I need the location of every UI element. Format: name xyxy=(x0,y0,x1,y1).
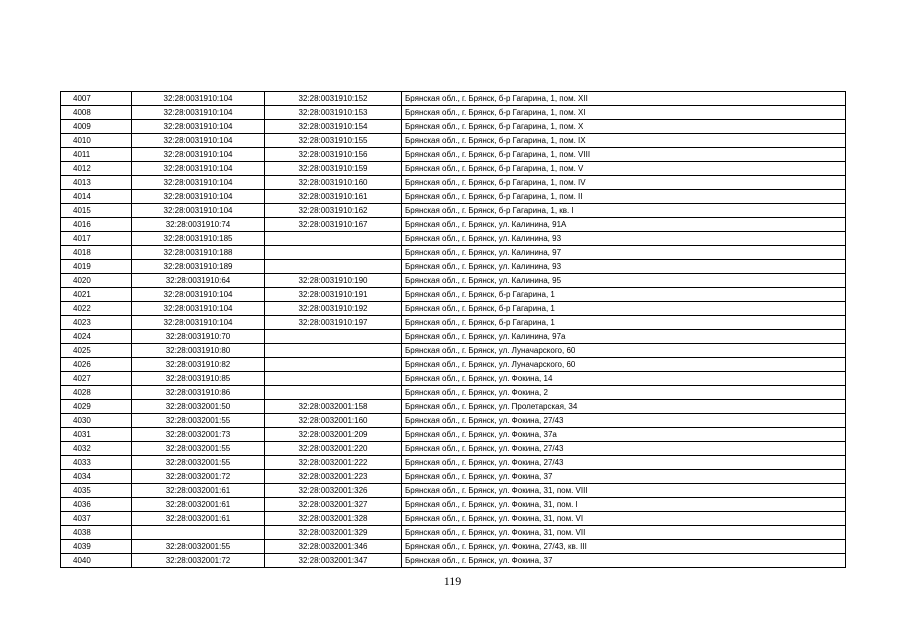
table-row xyxy=(61,540,846,554)
row-number-cell: 4023 xyxy=(61,316,132,330)
table-row xyxy=(61,218,846,232)
row-number-cell: 4016 xyxy=(61,218,132,232)
row-number-cell: 4029 xyxy=(61,400,132,414)
address-cell: Брянская обл., г. Брянск, б-р Гагарина, 1, пом. XI xyxy=(402,106,846,120)
cadastral-number-cell: 32:28:0032001:55 xyxy=(132,414,265,428)
premises-cadastral-number-cell: 32:28:0032001:222 xyxy=(265,456,402,470)
table-row xyxy=(61,162,846,176)
row-number-cell: 4030 xyxy=(61,414,132,428)
table-row xyxy=(61,442,846,456)
table-row xyxy=(61,498,846,512)
address-cell: Брянская обл., г. Брянск, б-р Гагарина, 1, пом. V xyxy=(402,162,846,176)
table-row xyxy=(61,134,846,148)
address-cell: Брянская обл., г. Брянск, б-р Гагарина, 1, пом. XII xyxy=(402,92,846,106)
row-number-cell: 4018 xyxy=(61,246,132,260)
table-row xyxy=(61,148,846,162)
table-row xyxy=(61,260,846,274)
row-number-cell: 4015 xyxy=(61,204,132,218)
cadastral-number-cell: 32:28:0031910:82 xyxy=(132,358,265,372)
premises-cadastral-number-cell xyxy=(265,260,402,274)
address-cell: Брянская обл., г. Брянск, ул. Калинина, 93 xyxy=(402,232,846,246)
cadastral-number-cell: 32:28:0031910:104 xyxy=(132,106,265,120)
address-cell: Брянская обл., г. Брянск, б-р Гагарина, 1 xyxy=(402,288,846,302)
row-number-cell: 4037 xyxy=(61,512,132,526)
address-cell: Брянская обл., г. Брянск, ул. Фокина, 2 xyxy=(402,386,846,400)
address-cell: Брянская обл., г. Брянск, ул. Фокина, 14 xyxy=(402,372,846,386)
table-row xyxy=(61,414,846,428)
cadastral-number-cell: 32:28:0032001:50 xyxy=(132,400,265,414)
row-number-cell: 4012 xyxy=(61,162,132,176)
cadastral-number-cell: 32:28:0031910:86 xyxy=(132,386,265,400)
table-row xyxy=(61,456,846,470)
cadastral-number-cell: 32:28:0032001:55 xyxy=(132,456,265,470)
address-cell: Брянская обл., г. Брянск, ул. Луначарского, 60 xyxy=(402,344,846,358)
address-cell: Брянская обл., г. Брянск, ул. Калинина, 97 xyxy=(402,246,846,260)
cadastral-number-cell: 32:28:0031910:64 xyxy=(132,274,265,288)
cadastral-number-cell: 32:28:0032001:55 xyxy=(132,442,265,456)
premises-cadastral-number-cell: 32:28:0031910:155 xyxy=(265,134,402,148)
premises-cadastral-number-cell: 32:28:0031910:190 xyxy=(265,274,402,288)
table-row xyxy=(61,554,846,568)
row-number-cell: 4028 xyxy=(61,386,132,400)
address-cell: Брянская обл., г. Брянск, ул. Фокина, 31, пом. I xyxy=(402,498,846,512)
table-row xyxy=(61,400,846,414)
cadastral-number-cell: 32:28:0031910:74 xyxy=(132,218,265,232)
row-number-cell: 4024 xyxy=(61,330,132,344)
address-cell: Брянская обл., г. Брянск, ул. Фокина, 27/43 xyxy=(402,442,846,456)
row-number-cell: 4040 xyxy=(61,554,132,568)
row-number-cell: 4027 xyxy=(61,372,132,386)
row-number-cell: 4033 xyxy=(61,456,132,470)
table-row xyxy=(61,190,846,204)
premises-cadastral-number-cell xyxy=(265,372,402,386)
cadastral-number-cell: 32:28:0031910:104 xyxy=(132,176,265,190)
cadastral-number-cell: 32:28:0031910:104 xyxy=(132,162,265,176)
cadastral-number-cell: 32:28:0032001:55 xyxy=(132,540,265,554)
row-number-cell: 4020 xyxy=(61,274,132,288)
row-number-cell: 4008 xyxy=(61,106,132,120)
table-row xyxy=(61,106,846,120)
cadastral-number-cell: 32:28:0031910:104 xyxy=(132,120,265,134)
cadastral-number-cell: 32:28:0031910:104 xyxy=(132,134,265,148)
row-number-cell: 4026 xyxy=(61,358,132,372)
table-row xyxy=(61,386,846,400)
address-cell: Брянская обл., г. Брянск, б-р Гагарина, 1, пом. IV xyxy=(402,176,846,190)
row-number-cell: 4009 xyxy=(61,120,132,134)
table-row xyxy=(61,512,846,526)
table-row xyxy=(61,176,846,190)
address-cell: Брянская обл., г. Брянск, б-р Гагарина, 1, пом. X xyxy=(402,120,846,134)
table-row xyxy=(61,526,846,540)
address-cell: Брянская обл., г. Брянск, ул. Фокина, 37 xyxy=(402,554,846,568)
cadastral-number-cell: 32:28:0032001:61 xyxy=(132,498,265,512)
address-cell: Брянская обл., г. Брянск, ул. Калинина, 95 xyxy=(402,274,846,288)
cadastral-number-cell: 32:28:0032001:73 xyxy=(132,428,265,442)
address-cell: Брянская обл., г. Брянск, ул. Фокина, 31, пом. VII xyxy=(402,526,846,540)
cadastral-number-cell: 32:28:0031910:104 xyxy=(132,316,265,330)
registry-table-body xyxy=(61,92,846,568)
table-row xyxy=(61,92,846,106)
row-number-cell: 4039 xyxy=(61,540,132,554)
premises-cadastral-number-cell: 32:28:0032001:346 xyxy=(265,540,402,554)
address-cell: Брянская обл., г. Брянск, ул. Фокина, 27/43 xyxy=(402,414,846,428)
premises-cadastral-number-cell xyxy=(265,344,402,358)
cadastral-number-cell: 32:28:0031910:104 xyxy=(132,190,265,204)
address-cell: Брянская обл., г. Брянск, ул. Луначарского, 60 xyxy=(402,358,846,372)
address-cell: Брянская обл., г. Брянск, ул. Фокина, 37а xyxy=(402,428,846,442)
row-number-cell: 4013 xyxy=(61,176,132,190)
table-row xyxy=(61,302,846,316)
premises-cadastral-number-cell: 32:28:0031910:160 xyxy=(265,176,402,190)
row-number-cell: 4010 xyxy=(61,134,132,148)
table-row xyxy=(61,288,846,302)
address-cell: Брянская обл., г. Брянск, ул. Фокина, 27/43, кв. III xyxy=(402,540,846,554)
premises-cadastral-number-cell: 32:28:0031910:159 xyxy=(265,162,402,176)
address-cell: Брянская обл., г. Брянск, ул. Калинина, 97а xyxy=(402,330,846,344)
cadastral-number-cell: 32:28:0031910:80 xyxy=(132,344,265,358)
row-number-cell: 4019 xyxy=(61,260,132,274)
address-cell: Брянская обл., г. Брянск, б-р Гагарина, 1, пом. IX xyxy=(402,134,846,148)
cadastral-number-cell: 32:28:0031910:85 xyxy=(132,372,265,386)
premises-cadastral-number-cell xyxy=(265,330,402,344)
address-cell: Брянская обл., г. Брянск, ул. Фокина, 37 xyxy=(402,470,846,484)
row-number-cell: 4017 xyxy=(61,232,132,246)
table-row xyxy=(61,246,846,260)
premises-cadastral-number-cell xyxy=(265,386,402,400)
table-row xyxy=(61,120,846,134)
premises-cadastral-number-cell: 32:28:0031910:192 xyxy=(265,302,402,316)
row-number-cell: 4036 xyxy=(61,498,132,512)
address-cell: Брянская обл., г. Брянск, б-р Гагарина, 1, пом. VIII xyxy=(402,148,846,162)
table-row xyxy=(61,204,846,218)
cadastral-number-cell: 32:28:0031910:104 xyxy=(132,302,265,316)
table-row xyxy=(61,428,846,442)
premises-cadastral-number-cell: 32:28:0031910:197 xyxy=(265,316,402,330)
cadastral-number-cell: 32:28:0032001:72 xyxy=(132,554,265,568)
cadastral-number-cell: 32:28:0032001:72 xyxy=(132,470,265,484)
premises-cadastral-number-cell: 32:28:0031910:161 xyxy=(265,190,402,204)
table-row xyxy=(61,470,846,484)
address-cell: Брянская обл., г. Брянск, ул. Калинина, 93 xyxy=(402,260,846,274)
cadastral-number-cell: 32:28:0031910:104 xyxy=(132,204,265,218)
premises-cadastral-number-cell: 32:28:0032001:220 xyxy=(265,442,402,456)
premises-cadastral-number-cell: 32:28:0032001:327 xyxy=(265,498,402,512)
cadastral-number-cell: 32:28:0032001:61 xyxy=(132,484,265,498)
row-number-cell: 4011 xyxy=(61,148,132,162)
cadastral-number-cell: 32:28:0031910:104 xyxy=(132,148,265,162)
row-number-cell: 4038 xyxy=(61,526,132,540)
row-number-cell: 4007 xyxy=(61,92,132,106)
row-number-cell: 4021 xyxy=(61,288,132,302)
row-number-cell: 4032 xyxy=(61,442,132,456)
address-cell: Брянская обл., г. Брянск, ул. Пролетарская, 34 xyxy=(402,400,846,414)
cadastral-number-cell: 32:28:0031910:104 xyxy=(132,92,265,106)
cadastral-number-cell xyxy=(132,526,265,540)
table-row xyxy=(61,316,846,330)
cadastral-number-cell: 32:28:0031910:104 xyxy=(132,288,265,302)
table-row xyxy=(61,330,846,344)
premises-cadastral-number-cell: 32:28:0032001:328 xyxy=(265,512,402,526)
registry-table xyxy=(60,91,846,568)
address-cell: Брянская обл., г. Брянск, б-р Гагарина, 1 xyxy=(402,302,846,316)
row-number-cell: 4034 xyxy=(61,470,132,484)
row-number-cell: 4022 xyxy=(61,302,132,316)
row-number-cell: 4025 xyxy=(61,344,132,358)
premises-cadastral-number-cell: 32:28:0031910:191 xyxy=(265,288,402,302)
premises-cadastral-number-cell: 32:28:0031910:162 xyxy=(265,204,402,218)
premises-cadastral-number-cell: 32:28:0031910:167 xyxy=(265,218,402,232)
address-cell: Брянская обл., г. Брянск, б-р Гагарина, 1, пом. II xyxy=(402,190,846,204)
address-cell: Брянская обл., г. Брянск, ул. Калинина, 91А xyxy=(402,218,846,232)
cadastral-number-cell: 32:28:0031910:185 xyxy=(132,232,265,246)
cadastral-number-cell: 32:28:0031910:189 xyxy=(132,260,265,274)
row-number-cell: 4035 xyxy=(61,484,132,498)
table-row xyxy=(61,372,846,386)
table-row xyxy=(61,274,846,288)
premises-cadastral-number-cell xyxy=(265,246,402,260)
premises-cadastral-number-cell xyxy=(265,358,402,372)
premises-cadastral-number-cell: 32:28:0032001:347 xyxy=(265,554,402,568)
premises-cadastral-number-cell: 32:28:0032001:209 xyxy=(265,428,402,442)
address-cell: Брянская обл., г. Брянск, ул. Фокина, 27/43 xyxy=(402,456,846,470)
premises-cadastral-number-cell: 32:28:0031910:152 xyxy=(265,92,402,106)
table-row xyxy=(61,358,846,372)
premises-cadastral-number-cell: 32:28:0031910:154 xyxy=(265,120,402,134)
premises-cadastral-number-cell xyxy=(265,232,402,246)
premises-cadastral-number-cell: 32:28:0032001:158 xyxy=(265,400,402,414)
address-cell: Брянская обл., г. Брянск, б-р Гагарина, 1 xyxy=(402,316,846,330)
premises-cadastral-number-cell: 32:28:0032001:329 xyxy=(265,526,402,540)
premises-cadastral-number-cell: 32:28:0031910:153 xyxy=(265,106,402,120)
cadastral-number-cell: 32:28:0031910:188 xyxy=(132,246,265,260)
row-number-cell: 4031 xyxy=(61,428,132,442)
premises-cadastral-number-cell: 32:28:0031910:156 xyxy=(265,148,402,162)
premises-cadastral-number-cell: 32:28:0032001:326 xyxy=(265,484,402,498)
table-row xyxy=(61,344,846,358)
table-row xyxy=(61,484,846,498)
address-cell: Брянская обл., г. Брянск, ул. Фокина, 31, пом. VI xyxy=(402,512,846,526)
address-cell: Брянская обл., г. Брянск, ул. Фокина, 31, пом. VIII xyxy=(402,484,846,498)
address-cell: Брянская обл., г. Брянск, б-р Гагарина, 1, кв. I xyxy=(402,204,846,218)
page-number: 119 xyxy=(443,574,462,588)
premises-cadastral-number-cell: 32:28:0032001:160 xyxy=(265,414,402,428)
row-number-cell: 4014 xyxy=(61,190,132,204)
cadastral-number-cell: 32:28:0032001:61 xyxy=(132,512,265,526)
premises-cadastral-number-cell: 32:28:0032001:223 xyxy=(265,470,402,484)
cadastral-number-cell: 32:28:0031910:70 xyxy=(132,330,265,344)
table-row xyxy=(61,232,846,246)
